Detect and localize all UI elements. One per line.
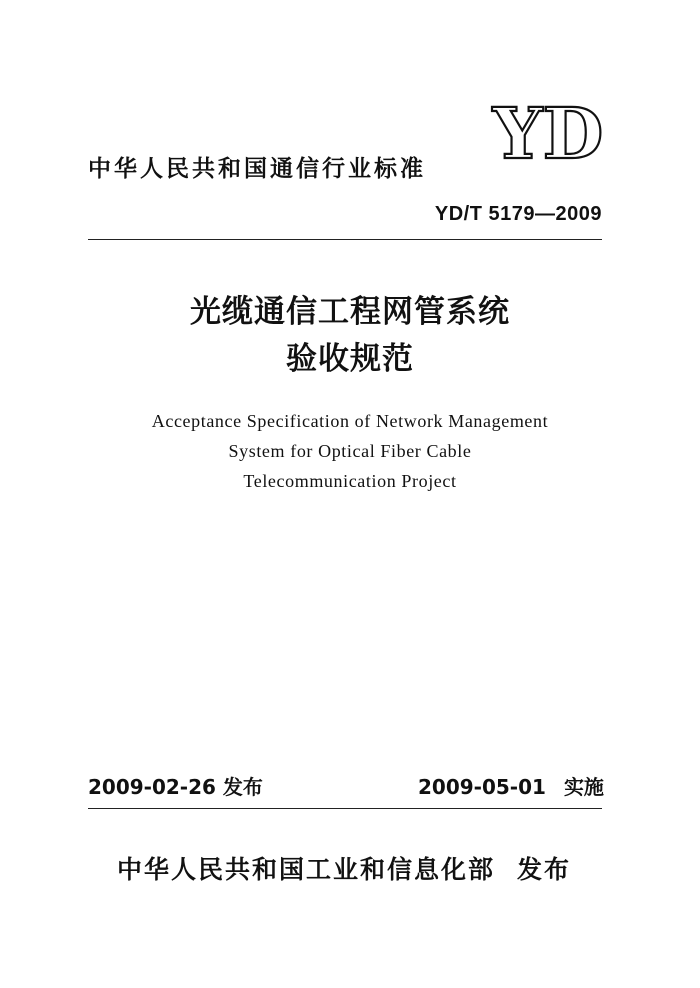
implementation-label: 实施 [563, 775, 604, 799]
publisher-name: 中华人民共和国工业和信息化部 [117, 855, 496, 884]
publisher [117, 850, 571, 886]
title-en-line3: Telecommunication Project [243, 471, 457, 491]
issue-date: 2009-02-26 发布 [88, 775, 263, 799]
title-en-line2: System for Optical Fiber Cable [228, 441, 472, 461]
title-en-line1: Acceptance Specification of Network Management [151, 411, 549, 431]
svg-text:YD: YD [492, 96, 604, 168]
top-divider [88, 239, 602, 240]
title-cn-line2: 验收规范 [286, 341, 414, 377]
implementation-date-value: 2009-05-01 [418, 775, 546, 799]
implementation-date [418, 771, 604, 800]
title-cn-line1: 光缆通信工程网管系统 [190, 294, 510, 330]
standard-number: YD/T 5179—2009 [434, 203, 602, 225]
yd-logo [487, 96, 609, 168]
publisher-action: 发布 [517, 855, 572, 884]
standard-type: 中华人民共和国通信行业标准 [88, 156, 426, 182]
bottom-divider [88, 808, 602, 809]
